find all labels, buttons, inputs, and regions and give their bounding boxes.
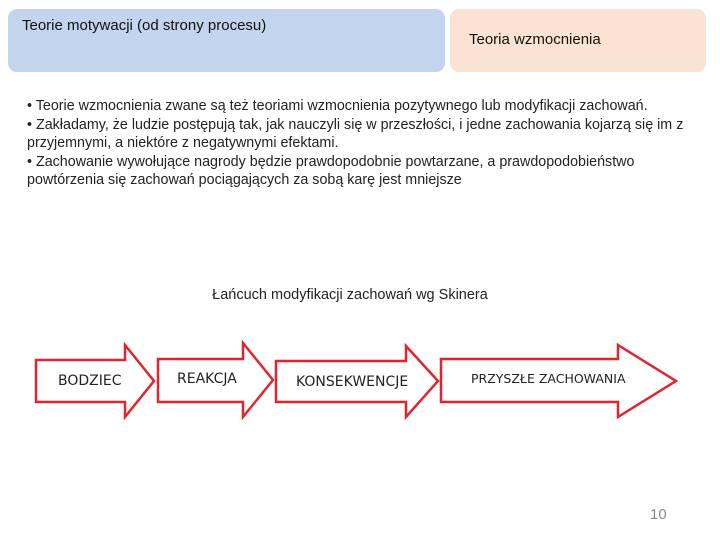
bullet-item: • Zachowanie wywołujące nagrody będzie prawdopodobnie powtarzane, a prawdopodobieństwo powtórzenia się zachowań pociągających za sobą karę jest mniejsze — [27, 153, 635, 189]
bullet-item: • Teorie wzmocnienia zwane są też teoriami wzmocnienia pozytywnego lub modyfikacji zachowań. — [27, 98, 648, 114]
header-left-title: Teorie motywacji (od strony procesu) — [22, 17, 267, 34]
step-label: PRZYSZŁE ZACHOWANIA — [471, 371, 626, 386]
diagram-caption: Łańcuch modyfikacji zachowań wg Skinera — [212, 287, 488, 303]
header-right-title: Teoria wzmocnienia — [469, 31, 601, 48]
step-label: REAKCJA — [177, 371, 237, 387]
page-number: 10 — [650, 506, 667, 523]
step-label: BODZIEC — [58, 373, 122, 389]
bullet-item: • Zakładamy, że ludzie postępują tak, jak nauczyli się w przeszłości, i jedne zachowania kojarzą się im z przyjemnymi, a niektóre z negatywnymi efektami. — [27, 116, 684, 152]
step-label: KONSEKWENCJE — [296, 374, 409, 390]
